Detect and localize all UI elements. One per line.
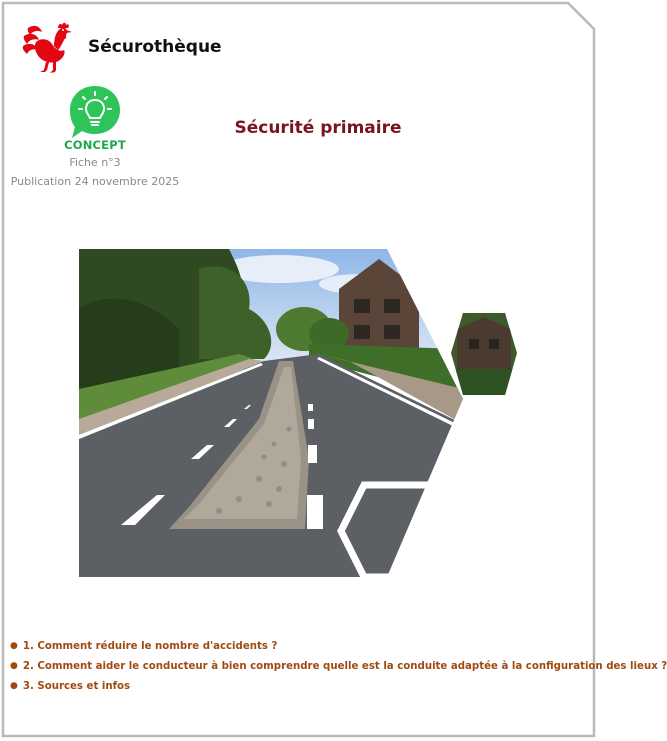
toc-link[interactable]: 1. Comment réduire le nombre d'accidents ? (22, 641, 278, 652)
publication-date: Publication 24 novembre 2025 (10, 175, 180, 188)
fiche-number: Fiche n°3 (69, 156, 121, 169)
table-of-contents (10, 640, 667, 700)
brand-header (20, 20, 222, 74)
lightbulb-icon (68, 84, 122, 140)
bullet-icon: ● (10, 661, 18, 671)
toc-item (10, 640, 590, 653)
walloon-rooster-icon[interactable] (20, 20, 74, 74)
document-title: Sécurité primaire (234, 118, 402, 138)
category-label: CONCEPT (64, 138, 126, 152)
toc-link[interactable]: 2. Comment aider le conducteur à bien comprendre quelle est la conduite adaptée à la configuration des lieux ? (22, 661, 667, 672)
brand-name: Sécurothèque (88, 37, 222, 57)
toc-item (10, 680, 590, 693)
toc-item (10, 660, 667, 673)
toc-link[interactable]: 3. Sources et infos (22, 681, 131, 692)
bullet-icon: ● (10, 641, 18, 651)
road-with-cobblestone-median-photo (79, 249, 519, 577)
bullet-icon: ● (10, 681, 18, 691)
concept-meta (10, 84, 180, 188)
